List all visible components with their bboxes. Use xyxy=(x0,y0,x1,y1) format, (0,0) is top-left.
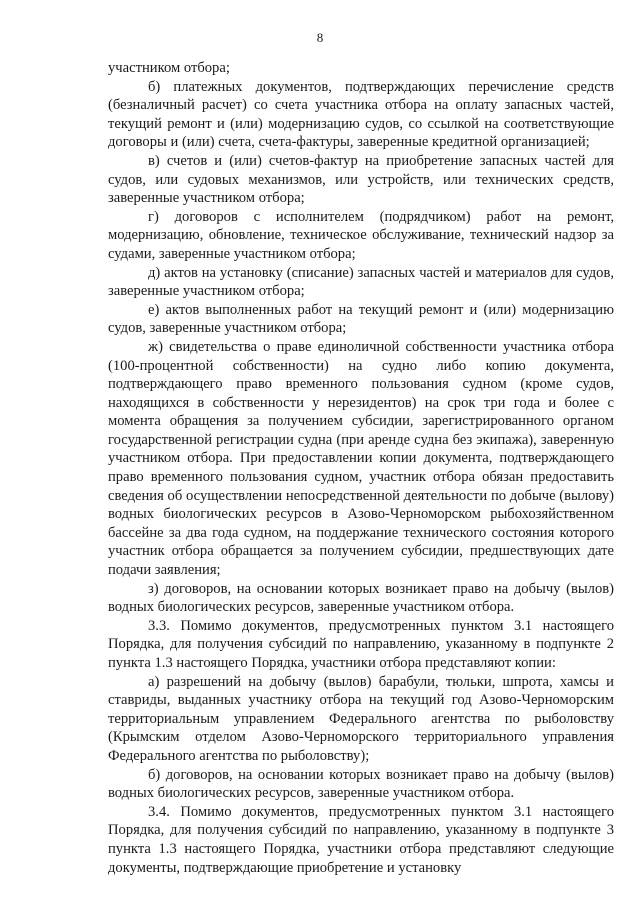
paragraph-continuation: участником отбора; xyxy=(108,60,230,76)
paragraph-z-fishing-contracts: з) договоров, на основании которых возникает право на добычу (вылов) водных биологических ресурсов, заверенные участником отбора. xyxy=(108,580,614,616)
paragraph-b-fishing-contracts: б) договоров, на основании которых возникает право на добычу (вылов) водных биологических ресурсов, заверенные участником отбора. xyxy=(108,766,614,802)
paragraph-3-4: 3.4. Помимо документов, предусмотренных пунктом 3.1 настоящего Порядка, для получения субсидий по направлению, указанному в подпункте 3 пункта 1.3 настоящего Порядка, участники отбора представляют следующие документы, подтверждающие приобретение и установку xyxy=(108,803,614,876)
page-number: 8 xyxy=(316,30,324,45)
paragraph-v-invoices: в) счетов и (или) счетов-фактур на приобретение запасных частей для судов, или судовых механизмов, или устройств, или технических средств, заверенные участником отбора; xyxy=(108,152,614,207)
paragraph-3-3: 3.3. Помимо документов, предусмотренных пунктом 3.1 настоящего Порядка, для получения субсидий по направлению, указанному в подпункте 2 пункта 1.3 настоящего Порядка, участники отбора представляют копии: xyxy=(108,617,614,671)
paragraph-d-installation-acts: д) актов на установку (списание) запасных частей и материалов для судов, заверенные участником отбора; xyxy=(108,264,614,300)
paragraph-b-payment-documents: б) платежных документов, подтверждающих перечисление средств (безналичный расчет) со счета участника отбора на оплату запасных частей, текущий ремонт и (или) модернизацию судов, со ссылкой на соответствующие договоры и (или) счета, счета-фактуры, заверенные кредитной организацией; xyxy=(108,78,614,151)
paragraph-g-contracts: г) договоров с исполнителем (подрядчиком) работ на ремонт, модернизацию, обновление, техническое обслуживание, технический надзор за судами, заверенные участником отбора; xyxy=(108,208,614,262)
paragraph-a-fishing-permits: а) разрешений на добычу (вылов) барабули, тюльки, шпрота, хамсы и ставриды, выданных участнику отбора на текущий год Азово-Черноморским территориальным управлением Федерального агентства по рыболовству (Крымским отделом Азово-Черноморского территориального управления Федерального агентства по рыболовству); xyxy=(108,673,614,764)
paragraph-e-work-acts: е) актов выполненных работ на текущий ремонт и (или) модернизацию судов, заверенные участником отбора; xyxy=(108,301,614,337)
document-body xyxy=(108,59,614,877)
paragraph-zh-ownership-certificate: ж) свидетельства о праве единоличной собственности участника отбора (100-процентной собственности) на судно либо копию документа, подтверждающего право временного пользования судном (кроме судов, находящихся в собственности у нерезидентов) на срок три года и более с момента обращения за получением субсидии, зарегистрированного органом государственной регистрации судна (при аренде судна без экипажа), заверенную участником отбора. При предоставлении копии документа, подтверждающего право временного пользования судном, участник отбора обязан предоставить сведения об осуществлении непосредственной деятельности по добыче (вылову) водных биологических ресурсов в Азово-Черноморском рыбохозяйственном бассейне за два года судном, на поддержание технического состояния которого участник отбора обращается за получением субсидии, предшествующих дате подачи заявления; xyxy=(108,338,614,579)
